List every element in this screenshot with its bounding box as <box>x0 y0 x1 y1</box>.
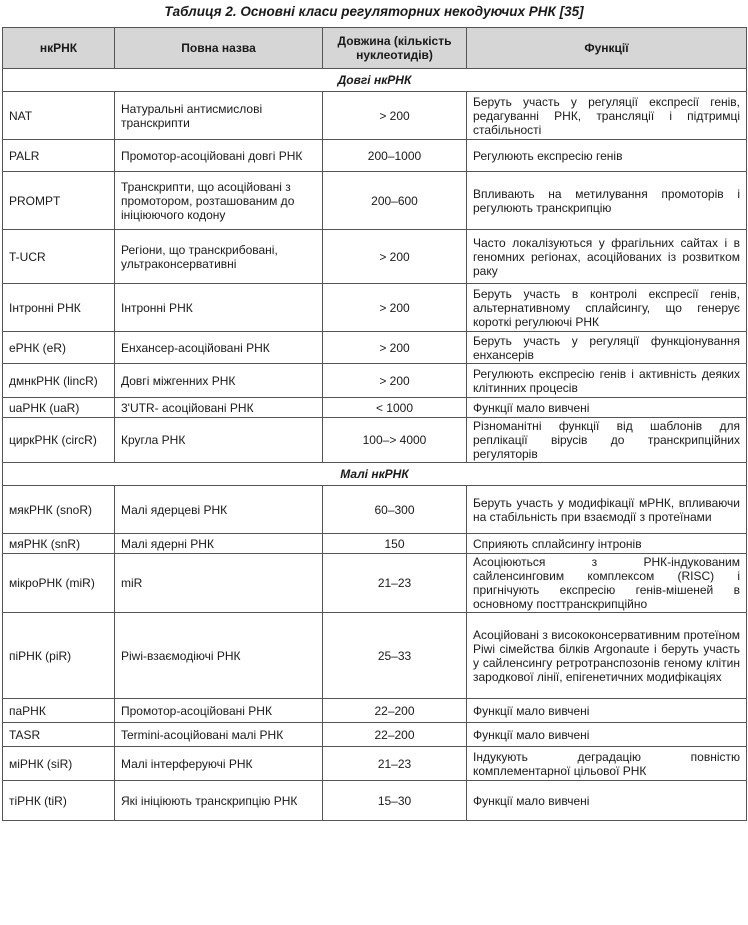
cell-length: 60–300 <box>323 486 467 534</box>
cell-length: > 200 <box>323 332 467 364</box>
table-row <box>3 613 747 699</box>
header-row <box>3 28 747 69</box>
cell-ncrna: міРНК (siR) <box>3 747 115 781</box>
cell-length: 200–600 <box>323 172 467 230</box>
cell-function: Регулюють експресію генів і активність деяких клітинних процесів <box>467 364 747 398</box>
table-row <box>3 332 747 364</box>
header-full-name: Повна назва <box>115 28 323 69</box>
cell-function: Асоціюються з РНК-індукованим сайленсинговим комплексом (RISC) і пригнічують експресію генів-мішеней в основному посттранскрипційно <box>467 554 747 613</box>
cell-function: Часто локалізуються у фрагільних сайтах і в геномних регіонах, асоційованих із розвитком раку <box>467 230 747 284</box>
cell-function: Беруть участь в контролі експресії генів, альтернативному сплайсингу, що генерує короткі регулюючі РНК <box>467 284 747 332</box>
cell-function: Беруть участь у модифікації мРНК, впливаючи на стабільність при взаємодії з протеїнами <box>467 486 747 534</box>
cell-length: > 200 <box>323 364 467 398</box>
cell-full-name: Транскрипти, що асоційовані з промотором, розташованим до ініціюючого кодону <box>115 172 323 230</box>
cell-full-name: Termini-асоційовані малі РНК <box>115 723 323 747</box>
table-row <box>3 747 747 781</box>
cell-full-name: Малі інтерферуючі РНК <box>115 747 323 781</box>
cell-function: Функції мало вивчені <box>467 699 747 723</box>
cell-length: 22–200 <box>323 723 467 747</box>
cell-ncrna: NAT <box>3 92 115 140</box>
cell-function: Беруть участь у регуляції експресії генів, редагуванні РНК, трансляції і підтримці стабільності <box>467 92 747 140</box>
table-row <box>3 172 747 230</box>
cell-function: Функції мало вивчені <box>467 723 747 747</box>
cell-full-name: miR <box>115 554 323 613</box>
table-row <box>3 398 747 418</box>
cell-ncrna: паРНК <box>3 699 115 723</box>
cell-function: Функції мало вивчені <box>467 781 747 821</box>
header-function: Функції <box>467 28 747 69</box>
cell-function: Впливають на метилування промоторів і регулюють транскрипцію <box>467 172 747 230</box>
cell-ncrna: мяРНК (snR) <box>3 534 115 554</box>
cell-length: < 1000 <box>323 398 467 418</box>
cell-length: 21–23 <box>323 747 467 781</box>
table-row <box>3 284 747 332</box>
cell-ncrna: PROMPT <box>3 172 115 230</box>
table-row <box>3 723 747 747</box>
cell-ncrna: дмнкРНК (lincR) <box>3 364 115 398</box>
section-row <box>3 463 747 486</box>
cell-ncrna: TASR <box>3 723 115 747</box>
section-title: Малі нкРНК <box>3 463 747 486</box>
cell-length: 25–33 <box>323 613 467 699</box>
cell-function: Регулюють експресію генів <box>467 140 747 172</box>
cell-length: > 200 <box>323 92 467 140</box>
cell-full-name: Малі ядерцеві РНК <box>115 486 323 534</box>
cell-ncrna: еРНК (eR) <box>3 332 115 364</box>
cell-length: 150 <box>323 534 467 554</box>
cell-full-name: Регіони, що транскрибовані, ультраконсервативні <box>115 230 323 284</box>
cell-full-name: Інтронні РНК <box>115 284 323 332</box>
table-row <box>3 486 747 534</box>
section-row <box>3 69 747 92</box>
cell-function: Різноманітні функції від шаблонів для реплікації вірусів до транскрипційних регуляторів <box>467 418 747 463</box>
cell-ncrna: Інтронні РНК <box>3 284 115 332</box>
cell-ncrna: циркРНК (circR) <box>3 418 115 463</box>
table-row <box>3 781 747 821</box>
cell-ncrna: мікроРНК (miR) <box>3 554 115 613</box>
table-row <box>3 230 747 284</box>
cell-full-name: Які ініціюють транскрипцію РНК <box>115 781 323 821</box>
table-row <box>3 140 747 172</box>
cell-full-name: Довгі міжгенних РНК <box>115 364 323 398</box>
cell-ncrna: uaРНК (uaR) <box>3 398 115 418</box>
header-length: Довжина (кількість нуклеотидів) <box>323 28 467 69</box>
cell-full-name: Кругла РНК <box>115 418 323 463</box>
ncrna-table <box>2 27 747 821</box>
table-body <box>3 69 747 821</box>
cell-length: 100–> 4000 <box>323 418 467 463</box>
cell-full-name: Малі ядерні РНК <box>115 534 323 554</box>
cell-length: > 200 <box>323 284 467 332</box>
cell-length: 22–200 <box>323 699 467 723</box>
cell-length: 21–23 <box>323 554 467 613</box>
table-row <box>3 534 747 554</box>
cell-length: 200–1000 <box>323 140 467 172</box>
cell-full-name: Натуральні антисмислові транскрипти <box>115 92 323 140</box>
table-row <box>3 418 747 463</box>
cell-function: Сприяють сплайсингу інтронів <box>467 534 747 554</box>
cell-ncrna: піРНК (piR) <box>3 613 115 699</box>
cell-function: Функції мало вивчені <box>467 398 747 418</box>
cell-function: Беруть участь у регуляції функціонування енхансерів <box>467 332 747 364</box>
table-row <box>3 699 747 723</box>
table-caption: Таблиця 2. Основні класи регуляторних некодуючих РНК [35] <box>164 4 584 19</box>
cell-length: > 200 <box>323 230 467 284</box>
cell-ncrna: PALR <box>3 140 115 172</box>
cell-full-name: Промотор-асоційовані РНК <box>115 699 323 723</box>
table-row <box>3 554 747 613</box>
cell-full-name: Енхансер-асоційовані РНК <box>115 332 323 364</box>
cell-ncrna: T-UCR <box>3 230 115 284</box>
cell-full-name: Промотор-асоційовані довгі РНК <box>115 140 323 172</box>
cell-function: Індукують деградацію повністю комплементарної цільової РНК <box>467 747 747 781</box>
cell-function: Асоційовані з висококонсервативним протеїном Piwi сімейства білків Argonaute і беруть участь у сайленсингу ретротранспозонів геному клітин зародкової лінії, епігенетичних модифікаціях <box>467 613 747 699</box>
cell-ncrna: тіРНК (tiR) <box>3 781 115 821</box>
header-ncrna: нкРНК <box>3 28 115 69</box>
cell-full-name: Piwi-взаємодіючі РНК <box>115 613 323 699</box>
table-row <box>3 364 747 398</box>
cell-length: 15–30 <box>323 781 467 821</box>
section-title: Довгі нкРНК <box>3 69 747 92</box>
table-row <box>3 92 747 140</box>
cell-ncrna: мякРНК (snoR) <box>3 486 115 534</box>
cell-full-name: 3'UTR- асоційовані РНК <box>115 398 323 418</box>
